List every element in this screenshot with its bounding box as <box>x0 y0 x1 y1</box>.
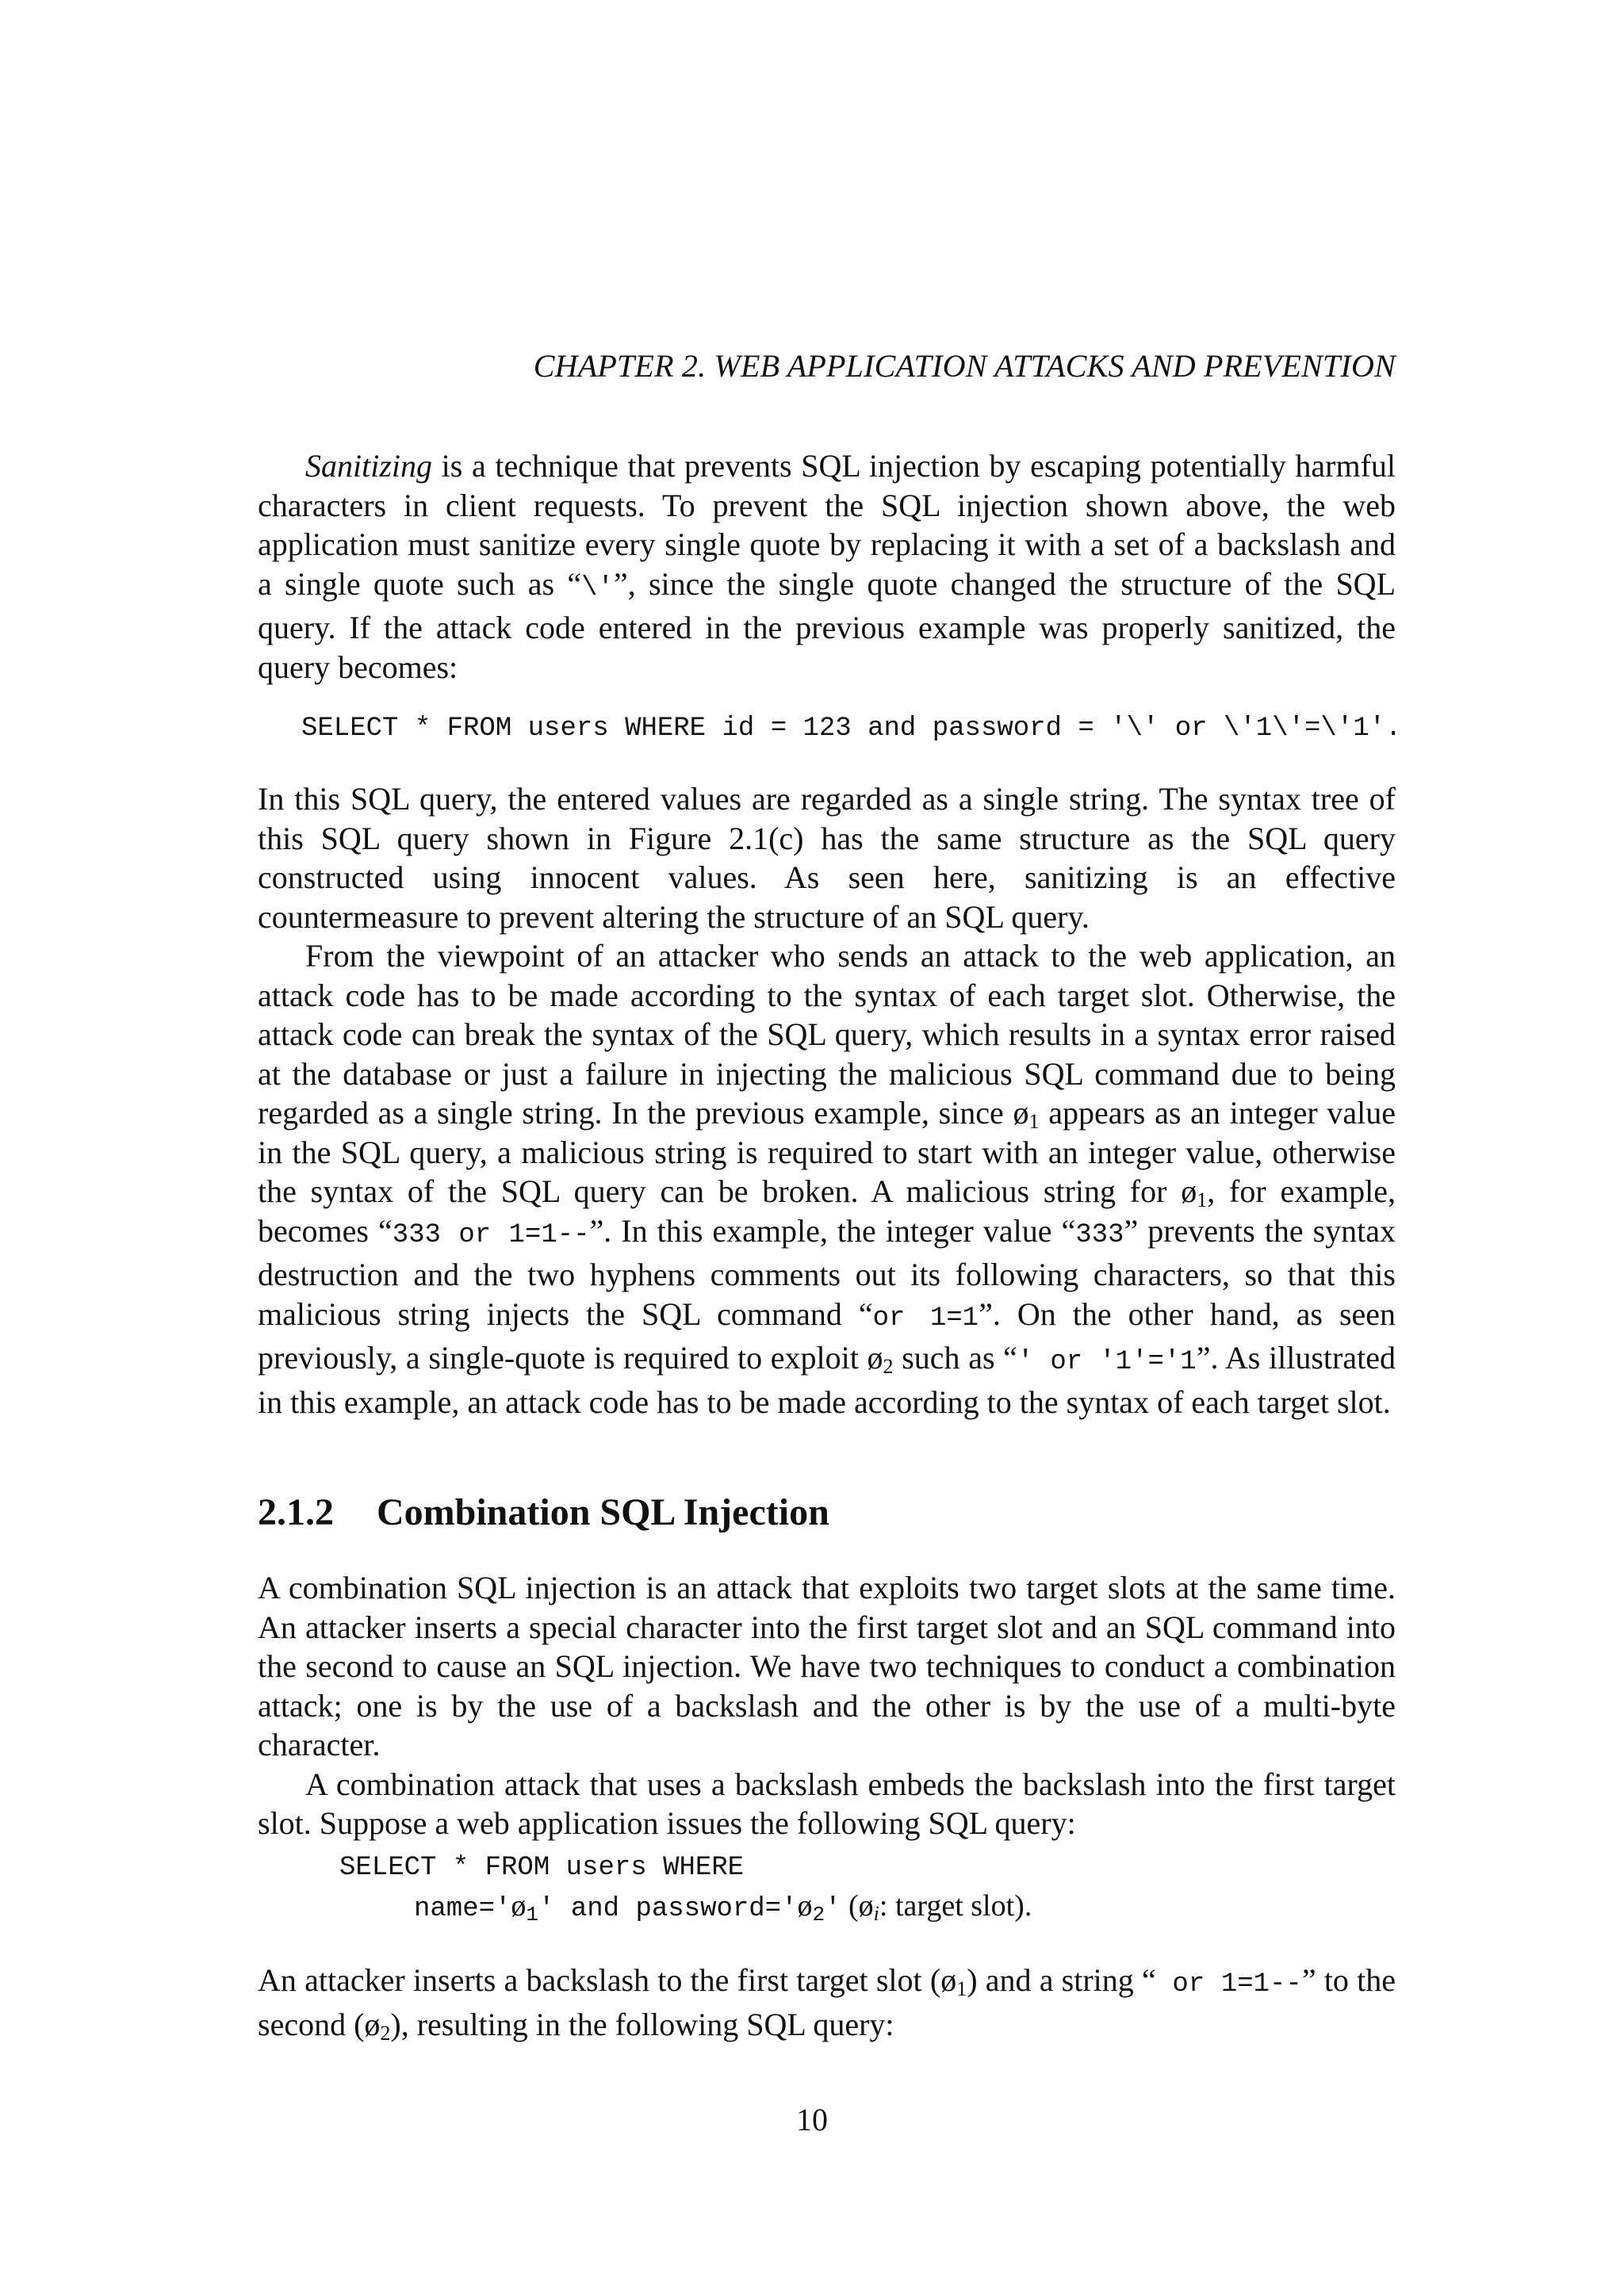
page-number: 10 <box>796 2102 828 2137</box>
paragraph-attacker-viewpoint: From the viewpoint of an attacker who sends an attack to the web application, an attack code has to be made according to the syntax of each target slot. Otherwise, the attack code can break the syntax of the SQL query, which results in a syntax error raised at the database or just a failure in injecting the malicious SQL command due to being regarded as a single string. In the previous example, since $ø_1$ appears as an integer value in the SQL query, a malicious string is required to start with an integer value, otherwise the syntax of the SQL query can be broken. A malicious string for $ø_1$, for example, becomes “333 or 1=1--”. In this example, the integer value “333” prevents the syntax destruction and the two hyphens comments out its following characters, so that this malicious string injects the SQL command “or 1=1”. On the other hand, as seen previously, a single-quote is required to exploit $ø_2$ such as “' or '1'='1”. As illustrated in this example, an attack code has to be made according to the syntax of each target slot. <box>258 938 1396 1420</box>
code-sanitized-query: SELECT * FROM users WHERE id = 123 and password = '\' or \'1\'=\'1'. <box>301 714 1402 744</box>
paragraph-combination-definition: A combination SQL injection is an attack that exploits two target slots at the same time. An attacker inserts a special character into the first target slot and an SQL command into the second to cause an SQL injection. We have two techniques to conduct a combination attack; one is by the use of a backslash and the other is by the use of a multi-byte character. <box>258 1570 1396 1762</box>
running-head: CHAPTER 2. WEB APPLICATION ATTACKS AND PREVENTION <box>533 348 1396 384</box>
term-sanitizing: Sanitizing <box>305 448 433 484</box>
section-heading <box>258 1490 829 1534</box>
code-query-line-1: SELECT * FROM users WHERE <box>339 1853 745 1883</box>
paragraph-combination <box>258 1568 1396 1843</box>
paragraph-backslash-insert: An attacker inserts a backslash to the first target slot $(ø_1)$ and a string “ or 1=1--” to the second $(ø_2)$, resulting in the following SQL query: <box>258 1962 1396 2045</box>
paragraph-backslash-attack: A combination attack that uses a backslash embeds the backslash into the first target slot. Suppose a web application issues the following SQL query: <box>258 1766 1396 1841</box>
paragraph-syntax <box>258 779 1396 1422</box>
paragraph-syntax-tree: In this SQL query, the entered values are regarded as a single string. The syntax tree of this SQL query shown in Figure 2.1(c) has the same structure as the SQL query constructed using innocent values. As seen here, sanitizing is an effective countermeasure to prevent altering the structure of an SQL query. <box>258 781 1396 935</box>
section-number: 2.1.2 <box>258 1491 334 1533</box>
section-title: Combination SQL Injection <box>377 1491 829 1533</box>
paragraph-sanitizing: Sanitizing is a technique that prevents SQL injection by escaping potentially harmful characters in client requests. To prevent the SQL injection shown above, the web application must sanitize every single quote by replacing it with a set of a backslash and a single quote such as “\'”, since the single quote changed the structure of the SQL query. If the attack code entered in the previous example was properly sanitized, the query becomes: <box>258 448 1396 685</box>
code-query-line-2: $name='ø_1'$ and $password='ø_2'$ ($ø_i$: target slot). <box>414 1889 1032 1927</box>
